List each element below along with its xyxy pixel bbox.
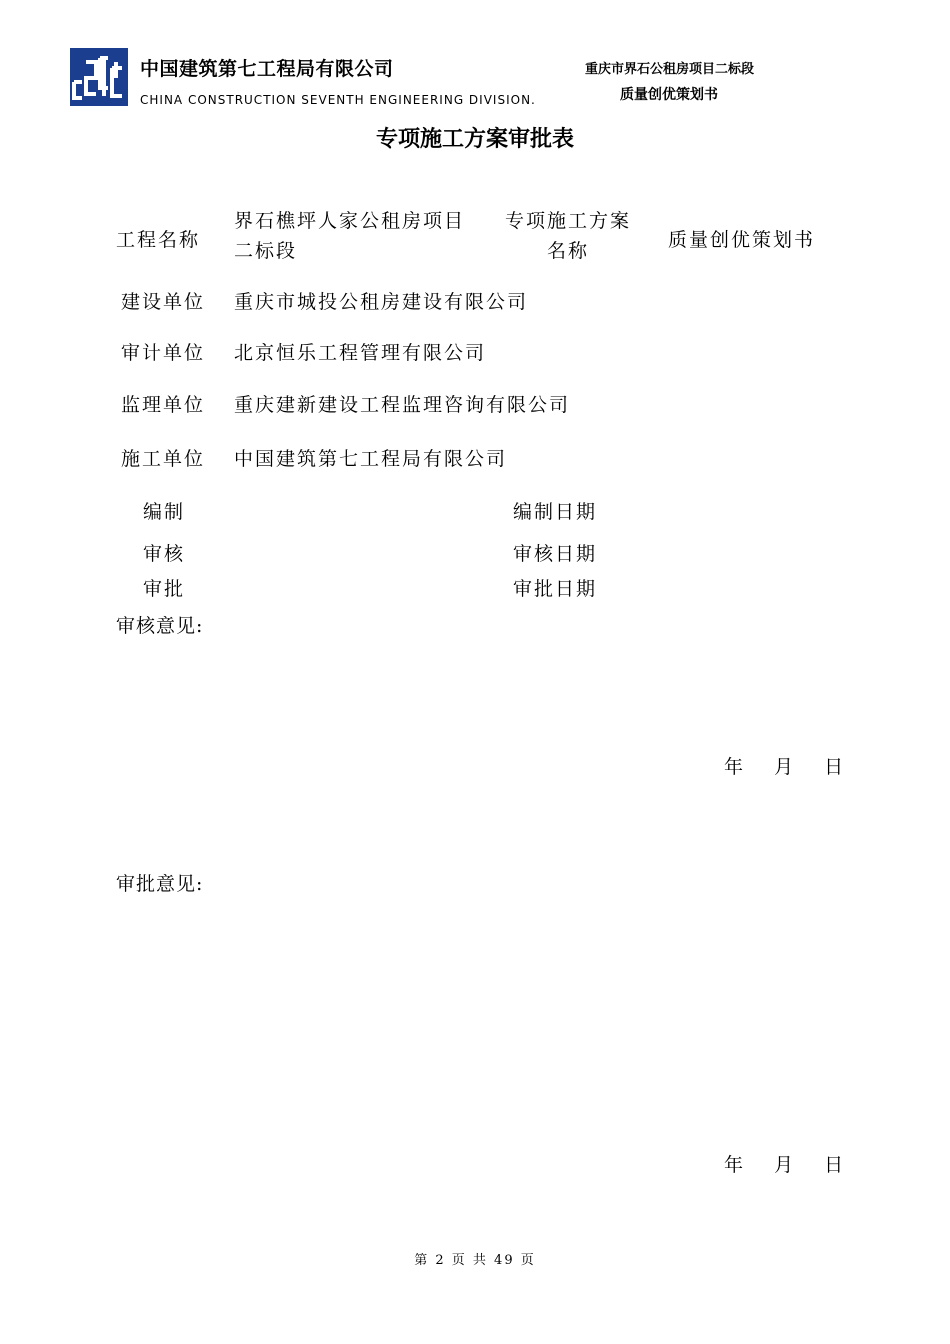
compile-date-label: 编制日期 (513, 501, 598, 523)
review-day-label: 日 (824, 756, 844, 778)
header-doc-name: 质量创优策划书 (620, 87, 718, 103)
owner-label: 建设单位 (121, 291, 206, 313)
audit-label: 审计单位 (121, 342, 206, 364)
audit-value: 北京恒乐工程管理有限公司 (234, 342, 487, 364)
review-month-label: 月 (774, 756, 794, 778)
page-title: 专项施工方案审批表 (375, 127, 574, 152)
approval-day-label: 日 (824, 1154, 844, 1176)
company-name-en: CHINA CONSTRUCTION SEVENTH ENGINEERING DIVISION. (140, 93, 536, 107)
approve-label: 审批 (143, 578, 186, 600)
project-name-label: 工程名称 (116, 229, 201, 251)
review-year-label: 年 (724, 756, 744, 778)
review-date-label: 审核日期 (513, 543, 598, 565)
approval-opinion-date (724, 1150, 843, 1177)
contractor-value: 中国建筑第七工程局有限公司 (234, 448, 508, 470)
owner-value: 重庆市城投公租房建设有限公司 (234, 291, 529, 313)
approval-year-label: 年 (724, 1154, 744, 1176)
approve-date-label: 审批日期 (513, 578, 598, 600)
header-project-name: 重庆市界石公租房项目二标段 (585, 62, 755, 77)
supervisor-label: 监理单位 (121, 394, 206, 416)
approval-month-label: 月 (774, 1154, 794, 1176)
review-opinion-label: 审核意见: (116, 615, 204, 637)
project-name-value: 界石樵坪人家公租房项目二标段 (234, 210, 466, 262)
review-label: 审核 (143, 543, 186, 565)
approval-opinion-label: 审批意见: (116, 873, 204, 895)
scheme-name-label: 专项施工方案名称 (504, 210, 631, 262)
compile-label: 编制 (143, 501, 186, 523)
cscec-logo-icon (70, 48, 128, 106)
supervisor-value: 重庆建新建设工程监理咨询有限公司 (234, 394, 571, 416)
page-number: 第 2 页 共 49 页 (414, 1253, 536, 1268)
scheme-name-value: 质量创优策划书 (668, 229, 816, 251)
company-name-cn: 中国建筑第七工程局有限公司 (140, 58, 394, 80)
review-opinion-date (724, 752, 843, 779)
contractor-label: 施工单位 (121, 448, 206, 470)
